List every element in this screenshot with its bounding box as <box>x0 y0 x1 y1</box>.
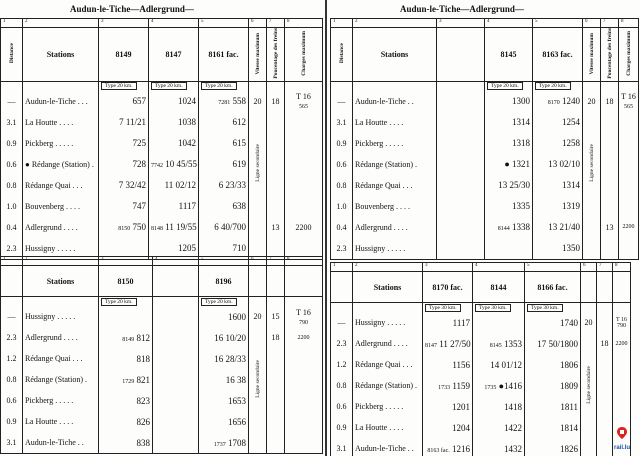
cell-text: 728 <box>99 154 149 175</box>
cell-text: 1811 <box>525 396 581 417</box>
cell-text: 8148 <box>151 226 163 233</box>
cell-text: 818 <box>99 348 153 369</box>
cell-text: 3.1 <box>1 432 23 454</box>
train-mark: 7281 <box>218 100 231 107</box>
cell-text: 3.1 <box>331 438 353 456</box>
cell-text: Type 30 km. <box>475 304 511 312</box>
table-row <box>331 112 639 133</box>
cell-text: 565 <box>299 104 308 111</box>
cell-text: 1653 <box>199 390 249 411</box>
cell-text: La Houtte . . . . <box>353 112 437 133</box>
cell-text: 1314 <box>533 175 583 196</box>
cell-text: 1809 <box>525 375 581 396</box>
cell-text: 1432 <box>473 438 525 456</box>
cell-text: Bouvenberg . . . . <box>23 196 99 217</box>
cell-text: 8147 <box>425 342 437 349</box>
cell-text: 10 45/55 <box>165 159 198 170</box>
bullet-icon: ● <box>498 380 504 391</box>
cell-text: 1.2 <box>1 348 23 369</box>
cell-text: 821 <box>136 374 150 385</box>
cell-text: 6 40/700 <box>199 217 249 238</box>
cell-text: Type 20 km. <box>535 82 571 90</box>
cell-text: 1.0 <box>1 196 23 217</box>
cell-text: 1740 <box>525 312 581 333</box>
cell-text: Distance <box>338 43 345 64</box>
cell-text: 6 23/33 <box>199 175 249 196</box>
cell-text: Adlergrund . . . . <box>353 333 423 354</box>
cell-text: 14 01/12 <box>473 354 525 375</box>
cell-text: 3.1 <box>331 112 353 133</box>
cell-text: 1201 <box>423 396 473 417</box>
cell-text: 15 <box>267 306 285 327</box>
cell-text: 1042 <box>149 133 199 154</box>
type-box: Type 20 km. <box>201 82 237 90</box>
cell-text: Type 20 km. <box>101 298 137 306</box>
cell-text: 1318 <box>485 133 533 154</box>
cell-text: 7 11/21 <box>99 112 149 133</box>
cell-text: 0.9 <box>1 133 23 154</box>
table-row <box>331 91 639 112</box>
cell-text: 1319 <box>533 196 583 217</box>
cell-text: 7742 <box>151 163 163 170</box>
distance-header: Distance <box>8 43 15 64</box>
cell-text: 1656 <box>199 411 249 432</box>
cell-text: Ligne secondaire <box>588 144 595 182</box>
cell-text: 11 02/12 <box>149 175 199 196</box>
cell-text: 0.9 <box>331 133 353 154</box>
cell-text: Rédange (Station) . <box>31 159 94 169</box>
cell-text: 612 <box>199 112 249 133</box>
train-8161-header: 8161 fac. <box>199 28 249 82</box>
cell-text: 16 10/20 <box>199 327 249 348</box>
cell-text: 1314 <box>485 112 533 133</box>
cell-text: — <box>331 91 353 112</box>
table-row <box>1 175 323 196</box>
stations-header: Stations <box>23 28 99 82</box>
cell-text: 1737 <box>213 441 226 448</box>
cell-text: 8150 <box>118 226 131 233</box>
cell-text: 0.8 <box>1 175 23 196</box>
cell-text: 790 <box>299 319 308 326</box>
cell-text: 0.6 <box>1 390 23 411</box>
cell-text: 1258 <box>533 133 583 154</box>
cell-text: Charges maximum <box>625 30 632 76</box>
cell-text: Rédange Quai . . . <box>353 175 437 196</box>
cell-text: Rédange (Station) . <box>353 154 437 175</box>
train-map-pin-icon <box>615 426 629 440</box>
table-row <box>331 217 639 238</box>
table-row <box>1 327 323 348</box>
cell-text: 823 <box>99 390 153 411</box>
ligne-secondaire-label: Ligne secondaire <box>254 144 261 182</box>
cell-text: 826 <box>99 411 153 432</box>
cell-text: Audun-le-Tiche . . . <box>23 91 99 112</box>
table-row <box>1 154 323 175</box>
cell-text: Stations <box>23 266 99 297</box>
cell-text: Hussigny . . . . . <box>23 238 99 260</box>
cell-text: Audun-le-Tiche . . <box>353 91 437 112</box>
cell-text: 8163 fac. <box>427 447 450 454</box>
cell-text: Audun-le-Tiche . . <box>23 432 99 454</box>
cell-text: 558 <box>232 96 246 107</box>
cell-text: Ligne secondaire <box>585 365 592 404</box>
cell-text: 812 <box>136 332 150 343</box>
cell-text: 18 <box>601 91 619 112</box>
cell-text: 1814 <box>525 417 581 438</box>
cell-text: 2200 <box>285 327 323 348</box>
cell-text: Rédange (Station) . <box>23 369 99 390</box>
cell-text: 13 <box>267 217 285 238</box>
cell-text: La Houtte . . . . <box>23 112 99 133</box>
cell-text: 1156 <box>423 354 473 375</box>
cell-text: Stations <box>353 272 423 303</box>
cell-text: 17 50/1800 <box>525 333 581 354</box>
table-row <box>331 438 631 456</box>
cell-text: 0.6 <box>1 154 23 175</box>
cell-text: 0.8 <box>331 375 353 396</box>
cell-text: 1353 <box>504 338 522 349</box>
cell-text: Rédange Quai . . . <box>23 348 99 369</box>
cell-text: 2200 <box>613 333 631 354</box>
cell-text: Type 30 km. <box>425 304 461 312</box>
cell-text: rail.lu <box>613 445 630 451</box>
train-8145-header: 8145 <box>485 28 533 82</box>
table-row <box>1 369 323 390</box>
cell-text: Pickberg . . . . . <box>23 133 99 154</box>
right-bottom-timetable: 1 2 3 4 5 6 7 8 Stations 8170 fac. 8144 8166 fac. Type 30 km. Type 30 km. Type 30 km. — Hussigny . . . . . 1117 1740 20 T 16 790 2.3 Adlergrund . . . . 8147 11 27/50 8145 1353 17 50/1800 Ligne secondaire 18 2200 1.2 Rédange Quai . . . 1156 14 01/12 1806 0.8 Rédange (Station) . 1733 1159 1735 ●1416 1809 0.6 Pickberg . . . . . 1201 1418 1811 0.9 La Houtte . . . . 1204 1422 1814 3.1 Audun-le-Tiche . . 8163 fac. 1216 1432 1826 <box>330 262 631 456</box>
cell-text: Rédange Quai . . . <box>353 354 423 375</box>
cell-text: 1117 <box>423 312 473 333</box>
cell-text: 11 27/50 <box>439 338 471 349</box>
table-row <box>1 91 323 112</box>
poucentage-header: Poucentage des freins <box>272 28 279 79</box>
train-8144-header: 8144 <box>473 272 525 303</box>
cell-text <box>485 238 533 260</box>
cell-text: 1418 <box>473 396 525 417</box>
cell-text: 1240 <box>562 96 580 107</box>
cell-text: 0.6 <box>331 396 353 417</box>
cell-text: 0.9 <box>331 417 353 438</box>
stations-header: Stations <box>353 28 437 82</box>
cell-text: 838 <box>99 432 153 454</box>
cell-text: 1350 <box>533 238 583 260</box>
cell-text: 2.3 <box>331 238 353 260</box>
cell-text: La Houtte . . . . <box>23 411 99 432</box>
cell-text: 750 <box>132 222 146 233</box>
cell-text: 16 28/33 <box>199 348 249 369</box>
cell-text: 1733 <box>438 384 451 391</box>
cell-text: — <box>1 91 23 112</box>
cell-text: — <box>331 312 353 333</box>
cell-text: 18 <box>597 333 613 354</box>
left-bottom-timetable: 1 2 3 4 5 6 7 8 Stations 8150 8196 Type 20 km. Type 20 km. — Hussigny . . . . . 1600 20 15 T 16 790 2.3 Adlergrund . . . . 8149 812 16 10/20 Ligne secondaire 18 2200 1.2 Rédange Quai . . . 818 16 28/33 0.8 Rédange (Station) . 1729 821 16 38 0.6 Pickberg . . . . . 823 1653 0.9 La Houtte . . . . 826 1656 3.1 Audun-le-Tiche . . 838 1737 1708 <box>0 256 323 454</box>
train-8166-header: 8166 fac. <box>525 272 581 303</box>
cell-text: 725 <box>99 133 149 154</box>
cell-text: 1806 <box>525 354 581 375</box>
cell-text <box>99 306 153 327</box>
page-gutter <box>325 0 327 456</box>
type-box: Type 20 km. <box>151 82 187 90</box>
cell-text: 1338 <box>512 222 530 233</box>
left-top-title: Audun-le-Tiche—Adlergrund— <box>70 4 194 14</box>
cell-text: Type 20 km. <box>201 298 237 306</box>
cell-text: 20 <box>581 312 597 333</box>
cell-text: 20 <box>249 306 267 327</box>
table-row <box>1 306 323 327</box>
cell-text: 18 <box>267 327 285 348</box>
table-row <box>1 411 323 432</box>
cell-text: 747 <box>99 196 149 217</box>
cell-text: Rédange Quai . . . <box>23 175 99 196</box>
cell-text: 1024 <box>149 91 199 112</box>
cell-text: 1335 <box>485 196 533 217</box>
cell-text: 1735 <box>484 384 497 391</box>
cell-text: Bouvenberg . . . . <box>353 196 437 217</box>
cell-text: 0.8 <box>331 175 353 196</box>
cell-text: 0.4 <box>1 217 23 238</box>
cell-text: 1826 <box>525 438 581 456</box>
cell-text: Type 30 km. <box>527 304 563 312</box>
cell-text: 657 <box>99 91 149 112</box>
left-top-timetable: 1 2 3 4 5 6 7 8 Distance Stations 8149 8147 8161 fac. Vitesse maximum Poucentage des freins Charges maximum Type 20 km. Type 20 km. Type 20 km. — Audun-le-Tiche . . . 657 1024 7281 558 20 18 T 16 565 3.1 La Houtte . . . . 7 11/21 1038 612 Ligne secondaire 0.9 Pickberg . . . . . 725 1042 615 0.6 ● Rédange (Station) . 728 7742 10 45/55 619 0.8 Rédange Quai . . . 7 32/42 11 02/12 6 23/33 1.0 Bouvenberg . . . . 747 1117 638 0.4 Adlergrund . . . . 8150 750 8148 11 19/55 6 40/700 13 2200 2.3 Hussigny . . . . . 1205 710 <box>0 18 323 260</box>
table-row <box>1 348 323 369</box>
right-top-title: Audun-le-Tiche—Adlergrund— <box>400 4 524 14</box>
cell-text: 8145 <box>489 342 502 349</box>
cell-text: 20 <box>583 91 601 112</box>
cell-text: 7 32/42 <box>99 175 149 196</box>
table-row <box>331 238 639 260</box>
train-8163-header: 8163 fac. <box>533 28 583 82</box>
cell-text: Pickberg . . . . . <box>353 133 437 154</box>
table-row <box>331 333 631 354</box>
table-row <box>1 133 323 154</box>
cell-text: 638 <box>199 196 249 217</box>
cell-text: 13 <box>601 217 619 238</box>
bullet-icon: ● <box>504 159 512 170</box>
cell-text: Hussigny . . . . . <box>23 306 99 327</box>
cell-text: Hussigny . . . . . <box>353 238 437 260</box>
cell-text: T 16 <box>296 307 311 317</box>
cell-text: 11 19/55 <box>165 222 197 233</box>
cell-text: 1422 <box>473 417 525 438</box>
cell-text: Pickberg . . . . . <box>353 396 423 417</box>
cell-text: 8170 <box>547 100 560 107</box>
right-top-timetable: 1 2 3 4 5 6 7 8 Distance Stations 8145 8163 fac. Vitesse maximum Poucentage des freins Charges maximum Type 20 km. Type 20 km. — Audun-le-Tiche . . 1300 8170 1240 20 18 T 16 565 3.1 La Houtte . . . . 1314 1254 Ligne secondaire 0.9 Pickberg . . . . . 1318 1258 0.6 Rédange (Station) . ● 1321 13 02/10 0.8 Rédange Quai . . . 13 25/30 1314 1.0 Bouvenberg . . . . 1335 1319 0.4 Adlergrund . . . . 8144 1338 13 21/40 13 2200 2.3 Hussigny . . . . . 1350 <box>330 18 639 260</box>
cell-text: T 16 <box>615 316 628 323</box>
cell-text: Poucentage des freins <box>606 28 613 79</box>
train-8150-header: 8150 <box>99 266 153 297</box>
cell-text: Hussigny . . . . . <box>353 312 423 333</box>
table-row <box>1 432 323 454</box>
vitesse-header: Vitesse maximum <box>254 32 261 75</box>
cell-text: 0.8 <box>1 369 23 390</box>
cell-text <box>473 312 525 333</box>
cell-text: 2.3 <box>1 327 23 348</box>
cell-text: Adlergrund . . . . <box>23 327 99 348</box>
cell-text: 1159 <box>452 380 470 391</box>
cell-text: Vitesse maximum <box>588 32 595 75</box>
cell-text: 1204 <box>423 417 473 438</box>
cell-text: Adlergrund . . . . <box>353 217 437 238</box>
bullet-icon: ● <box>25 159 32 169</box>
cell-text: 1.0 <box>331 196 353 217</box>
cell-text: 3.1 <box>1 112 23 133</box>
cell-text: 2.3 <box>1 238 23 260</box>
cell-text: Pickberg . . . . . <box>23 390 99 411</box>
table-row <box>1 112 323 133</box>
cell-text: 18 <box>267 91 285 112</box>
cell-text: 790 <box>617 322 626 329</box>
cell-text: 1.2 <box>331 354 353 375</box>
cell-text: 13 25/30 <box>485 175 533 196</box>
rail-lu-logo[interactable] <box>612 426 632 450</box>
cell-text: 710 <box>199 238 249 260</box>
cell-text: La Houtte . . . . <box>353 417 423 438</box>
cell-text: Rédange (Station) . <box>353 375 423 396</box>
cell-text: 1205 <box>149 238 199 260</box>
cell-text: Type 20 km. <box>487 82 523 90</box>
cell-text: 0.4 <box>331 217 353 238</box>
cell-text: 615 <box>199 133 249 154</box>
cell-text: T 16 <box>296 92 311 102</box>
cell-text: 619 <box>199 154 249 175</box>
cell-text: 16 38 <box>199 369 249 390</box>
cell-text: 0.6 <box>331 154 353 175</box>
cell-text: 1321 <box>512 159 530 170</box>
cell-text: Ligne secondaire <box>254 359 261 398</box>
type-box: Type 20 km. <box>101 82 137 90</box>
cell-text: 0.9 <box>1 411 23 432</box>
table-row <box>1 196 323 217</box>
cell-text: 8144 <box>497 226 510 233</box>
cell-text: — <box>1 306 23 327</box>
cell-text: 2200 <box>619 217 639 238</box>
cell-text: 1038 <box>149 112 199 133</box>
cell-text: Audun-le-Tiche . . <box>353 438 423 456</box>
train-8170-header: 8170 fac. <box>423 272 473 303</box>
cell-text: 2200 <box>285 217 323 238</box>
cell-text: 1416 <box>504 380 522 391</box>
cell-text: 1600 <box>199 306 249 327</box>
cell-text: T 16 <box>621 92 636 102</box>
charge-header: Charges maximum <box>300 30 307 76</box>
cell-text: 1117 <box>149 196 199 217</box>
cell-text: 8149 <box>122 336 135 343</box>
cell-text: 1254 <box>533 112 583 133</box>
cell-text: 2.3 <box>331 333 353 354</box>
cell-text: 565 <box>624 104 633 111</box>
cell-text: 1216 <box>452 443 470 454</box>
cell-text: 20 <box>249 91 267 112</box>
cell-text: Adlergrund . . . . <box>23 217 99 238</box>
cell-text: 13 02/10 <box>533 154 583 175</box>
table-row <box>1 390 323 411</box>
train-8147-header: 8147 <box>149 28 199 82</box>
train-8149-header: 8149 <box>99 28 149 82</box>
cell-text: 1708 <box>228 437 246 448</box>
table-row <box>1 217 323 238</box>
train-8196-header: 8196 <box>199 266 249 297</box>
cell-text: 13 21/40 <box>533 217 583 238</box>
cell-text: 1300 <box>485 91 533 112</box>
table-row <box>331 312 631 333</box>
cell-text: 1729 <box>122 378 135 385</box>
